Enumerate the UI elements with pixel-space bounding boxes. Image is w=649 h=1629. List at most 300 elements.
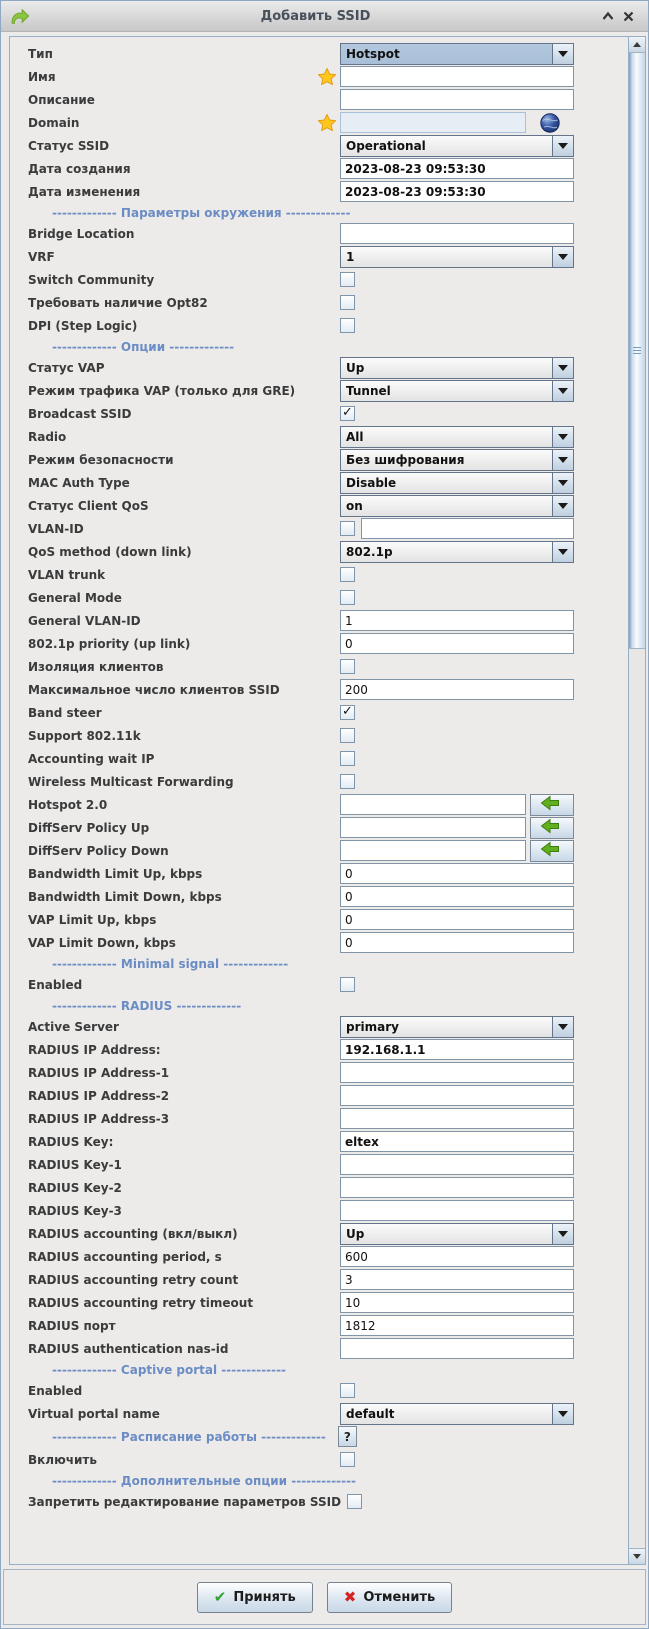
form-row xyxy=(28,1153,574,1176)
field-control xyxy=(347,1494,581,1509)
field-label: Support 802.11k xyxy=(28,728,141,743)
field-control xyxy=(340,1338,574,1359)
field-control xyxy=(340,135,574,157)
field-label: Bandwidth Limit Down, kbps xyxy=(28,889,222,904)
field-control xyxy=(340,380,574,402)
field-control xyxy=(340,1039,574,1060)
field-label: Запретить редактирование параметров SSID xyxy=(28,1494,342,1509)
triangle-down-icon xyxy=(633,1554,641,1559)
form-row xyxy=(28,222,574,245)
text-input[interactable] xyxy=(340,1062,574,1083)
section-header: ------------- Параметры окружения ------------- xyxy=(52,205,351,220)
input-value: 0 xyxy=(345,935,353,950)
text-input[interactable] xyxy=(340,1315,574,1336)
input-value: 3 xyxy=(345,1272,353,1287)
text-input[interactable] xyxy=(340,863,574,884)
form-row xyxy=(28,448,574,471)
dropdown[interactable] xyxy=(340,246,574,268)
form-row xyxy=(28,42,574,65)
field-label: QoS method (down link) xyxy=(28,544,192,559)
chevron-down-icon xyxy=(552,1224,573,1244)
checkbox[interactable] xyxy=(340,1452,355,1467)
field-control xyxy=(340,863,574,884)
field-label: RADIUS Key-2 xyxy=(28,1180,122,1195)
field-control xyxy=(340,1269,574,1290)
arrow-left-icon xyxy=(539,841,565,860)
form-row xyxy=(28,111,574,134)
text-input[interactable] xyxy=(340,932,574,953)
section-row xyxy=(28,1471,574,1490)
field-control xyxy=(340,590,574,605)
field-label: RADIUS authentication nas-id xyxy=(28,1341,229,1356)
input-value: 200 xyxy=(345,682,368,697)
form-row xyxy=(28,1245,574,1268)
text-input[interactable] xyxy=(340,1085,574,1106)
footer-panel xyxy=(3,1569,646,1625)
cross-icon: ✖ xyxy=(343,1587,357,1606)
chevron-down-icon xyxy=(552,247,573,267)
text-input[interactable] xyxy=(340,633,574,654)
field-label: Максимальное число клиентов SSID xyxy=(28,682,280,697)
section-header: ------------- RADIUS ------------- xyxy=(52,998,242,1013)
form-row xyxy=(28,1490,574,1513)
section-header: ------------- Опции ------------- xyxy=(52,339,235,354)
input-value: 600 xyxy=(345,1249,368,1264)
field-label: RADIUS IP Address-2 xyxy=(28,1088,170,1103)
field-control xyxy=(340,932,574,953)
form-row xyxy=(28,701,574,724)
checkbox[interactable] xyxy=(340,521,355,536)
field-control xyxy=(340,794,574,816)
field-control xyxy=(340,181,574,202)
field-label: Domain xyxy=(28,115,80,130)
field-control xyxy=(340,1383,574,1398)
field-control xyxy=(340,89,574,110)
field-label: RADIUS accounting (вкл/выкл) xyxy=(28,1226,238,1241)
dropdown[interactable] xyxy=(340,1223,574,1245)
required-star-icon xyxy=(318,114,338,131)
dropdown-value: primary xyxy=(346,1019,399,1034)
checkbox[interactable] xyxy=(340,705,355,720)
field-label: RADIUS Key: xyxy=(28,1134,114,1149)
form-row xyxy=(28,1222,574,1245)
form-row xyxy=(28,563,574,586)
dropdown[interactable] xyxy=(340,541,574,563)
text-input[interactable] xyxy=(340,1108,574,1129)
field-label: RADIUS accounting retry count xyxy=(28,1272,239,1287)
form-row xyxy=(28,494,574,517)
field-control xyxy=(340,426,574,448)
checkbox[interactable] xyxy=(340,1383,355,1398)
field-control xyxy=(340,1016,574,1038)
form-row xyxy=(28,157,574,180)
field-label: RADIUS Key-3 xyxy=(28,1203,122,1218)
field-label: Тип xyxy=(28,46,53,61)
field-control xyxy=(340,495,574,517)
checkbox[interactable] xyxy=(340,318,355,333)
field-label: Wireless Multicast Forwarding xyxy=(28,774,234,789)
field-label: 802.1p priority (up link) xyxy=(28,636,191,651)
help-button[interactable]: ? xyxy=(338,1426,357,1447)
form-row xyxy=(28,770,574,793)
form-row xyxy=(28,1337,574,1360)
checkbox[interactable] xyxy=(340,977,355,992)
chevron-down-icon xyxy=(552,1404,573,1424)
field-label: MAC Auth Type xyxy=(28,475,130,490)
form-row xyxy=(28,973,574,996)
text-input[interactable] xyxy=(340,66,574,87)
text-input[interactable] xyxy=(340,181,574,202)
field-label: RADIUS Key-1 xyxy=(28,1157,122,1172)
insert-button[interactable] xyxy=(530,794,574,816)
form-row xyxy=(28,1291,574,1314)
section-row xyxy=(28,203,574,222)
field-control xyxy=(340,567,574,582)
field-label: VRF xyxy=(28,249,55,264)
form-row xyxy=(28,816,574,839)
field-label: Radio xyxy=(28,429,67,444)
checkbox[interactable] xyxy=(340,567,355,582)
section-header: ------------- Расписание работы ------------- xyxy=(52,1429,326,1444)
cancel-button[interactable] xyxy=(327,1582,452,1613)
dropdown-value: Operational xyxy=(346,138,426,153)
field-control xyxy=(340,633,574,654)
dropdown[interactable] xyxy=(340,472,574,494)
field-label: Статус Client QoS xyxy=(28,498,149,513)
field-label: Дата создания xyxy=(28,161,131,176)
form-row xyxy=(28,1061,574,1084)
field-control xyxy=(340,472,574,494)
form-row xyxy=(28,291,574,314)
checkbox[interactable] xyxy=(347,1494,362,1509)
arrow-left-icon xyxy=(539,795,565,814)
checkbox[interactable] xyxy=(340,751,355,766)
field-label: Изоляция клиентов xyxy=(28,659,164,674)
text-input[interactable] xyxy=(361,518,574,539)
dropdown-value: Tunnel xyxy=(346,383,391,398)
field-label: Требовать наличие Opt82 xyxy=(28,295,208,310)
vertical-scrollbar[interactable] xyxy=(628,37,645,1564)
field-label: VLAN trunk xyxy=(28,567,106,582)
text-input[interactable] xyxy=(340,158,574,179)
field-control xyxy=(340,449,574,471)
text-input[interactable] xyxy=(340,794,526,815)
field-control xyxy=(340,541,574,563)
scrollbar-track[interactable] xyxy=(629,53,645,1548)
field-control xyxy=(340,728,574,743)
titlebar[interactable] xyxy=(1,1,648,32)
field-control xyxy=(340,774,574,789)
form-row xyxy=(28,885,574,908)
field-control xyxy=(340,272,574,287)
input-value: 0 xyxy=(345,866,353,881)
dropdown[interactable] xyxy=(340,426,574,448)
dropdown[interactable] xyxy=(340,449,574,471)
field-control xyxy=(340,1292,574,1313)
input-value: eltex xyxy=(345,1134,379,1149)
field-label: Дата изменения xyxy=(28,184,141,199)
field-label: General VLAN-ID xyxy=(28,613,141,628)
input-value: 1 xyxy=(345,613,353,628)
chevron-down-icon xyxy=(552,358,573,378)
close-button[interactable] xyxy=(618,6,638,26)
form-row xyxy=(28,1130,574,1153)
dropdown[interactable] xyxy=(340,380,574,402)
form-rows xyxy=(10,37,628,1564)
dropdown-value: Up xyxy=(346,360,365,375)
field-control xyxy=(340,1108,574,1129)
form-row xyxy=(28,1038,574,1061)
domain-input[interactable] xyxy=(340,112,526,133)
form-row xyxy=(28,65,574,88)
checkbox[interactable] xyxy=(340,406,355,421)
field-label: RADIUS IP Address-1 xyxy=(28,1065,170,1080)
field-control xyxy=(340,66,574,87)
form-row xyxy=(28,134,574,157)
form-row xyxy=(28,1448,574,1471)
chevron-down-icon xyxy=(552,381,573,401)
field-control xyxy=(340,659,574,674)
field-label: RADIUS IP Address-3 xyxy=(28,1111,170,1126)
dropdown[interactable] xyxy=(340,135,574,157)
field-label: Режим безопасности xyxy=(28,452,174,467)
section-row xyxy=(28,1360,574,1379)
text-input[interactable] xyxy=(340,679,574,700)
input-value: 2023-08-23 09:53:30 xyxy=(345,161,486,176)
insert-button[interactable] xyxy=(530,817,574,839)
field-control xyxy=(340,357,574,379)
text-input[interactable] xyxy=(340,840,526,861)
accept-label: Принять xyxy=(233,1589,296,1605)
field-control xyxy=(340,679,574,700)
form-row xyxy=(28,356,574,379)
checkbox[interactable] xyxy=(340,728,355,743)
field-label: VAP Limit Up, kbps xyxy=(28,912,157,927)
checkbox[interactable] xyxy=(340,272,355,287)
globe-button[interactable] xyxy=(540,113,560,133)
field-control xyxy=(340,886,574,907)
text-input[interactable] xyxy=(340,1177,574,1198)
input-value: 0 xyxy=(345,912,353,927)
chevron-down-icon xyxy=(552,496,573,516)
dropdown-value: All xyxy=(346,429,364,444)
form-row xyxy=(28,1107,574,1130)
dropdown[interactable] xyxy=(340,495,574,517)
field-label: Active Server xyxy=(28,1019,119,1034)
field-label: General Mode xyxy=(28,590,122,605)
field-control xyxy=(340,1131,574,1152)
field-control xyxy=(340,1085,574,1106)
field-label: Статус SSID xyxy=(28,138,110,153)
cancel-label: Отменить xyxy=(363,1589,436,1605)
field-label: Bandwidth Limit Up, kbps xyxy=(28,866,203,881)
section-row xyxy=(28,996,574,1015)
field-label: Enabled xyxy=(28,1383,83,1398)
collapse-button[interactable] xyxy=(598,6,618,26)
form-row xyxy=(28,724,574,747)
field-control xyxy=(340,406,574,421)
field-label: Имя xyxy=(28,69,56,84)
form-row xyxy=(28,632,574,655)
chevron-down-icon xyxy=(552,473,573,493)
form-row xyxy=(28,88,574,111)
checkbox[interactable] xyxy=(340,659,355,674)
field-control xyxy=(340,518,574,539)
text-input[interactable] xyxy=(340,223,574,244)
field-control xyxy=(340,977,574,992)
form-row xyxy=(28,517,574,540)
field-label: Broadcast SSID xyxy=(28,406,132,421)
section-header: ------------- Captive portal ------------- xyxy=(52,1362,287,1377)
field-label: DiffServ Policy Down xyxy=(28,843,169,858)
field-control xyxy=(340,112,574,133)
field-control xyxy=(340,1452,574,1467)
field-control xyxy=(340,1154,574,1175)
form-row xyxy=(28,402,574,425)
field-label: RADIUS IP Address: xyxy=(28,1042,161,1057)
input-value: 1812 xyxy=(345,1318,376,1333)
form-row xyxy=(28,1268,574,1291)
field-control xyxy=(340,1223,574,1245)
dropdown-value: on xyxy=(346,498,363,513)
check-icon: ✓ xyxy=(342,704,353,719)
text-input[interactable] xyxy=(340,1200,574,1221)
section-row xyxy=(28,954,574,973)
text-input[interactable] xyxy=(340,89,574,110)
field-label: Accounting wait IP xyxy=(28,751,155,766)
text-input[interactable] xyxy=(340,909,574,930)
field-control xyxy=(340,909,574,930)
form-row xyxy=(28,245,574,268)
form-row xyxy=(28,1379,574,1402)
chevron-down-icon xyxy=(552,1017,573,1037)
text-input[interactable] xyxy=(340,817,526,838)
text-input[interactable] xyxy=(340,1292,574,1313)
form-row xyxy=(28,931,574,954)
form-row xyxy=(28,1199,574,1222)
dropdown[interactable] xyxy=(340,1016,574,1038)
chevron-down-icon xyxy=(552,44,573,64)
thumb-grip-icon xyxy=(633,347,641,355)
form-row xyxy=(28,1176,574,1199)
arrow-left-icon xyxy=(539,818,565,837)
form-row xyxy=(28,180,574,203)
field-label: RADIUS accounting retry timeout xyxy=(28,1295,254,1310)
checkbox[interactable] xyxy=(340,295,355,310)
scroll-up-button[interactable] xyxy=(629,37,645,53)
field-label: Статус VAP xyxy=(28,360,105,375)
form-row xyxy=(28,540,574,563)
dropdown[interactable] xyxy=(340,357,574,379)
field-control xyxy=(340,1177,574,1198)
form-row xyxy=(28,314,574,337)
form-row xyxy=(28,862,574,885)
chevron-down-icon xyxy=(552,450,573,470)
dropdown[interactable] xyxy=(340,43,574,65)
form-row xyxy=(28,908,574,931)
field-label: Включить xyxy=(28,1452,97,1467)
field-control xyxy=(340,318,574,333)
input-value: 2023-08-23 09:53:30 xyxy=(345,184,486,199)
text-input[interactable] xyxy=(340,1039,574,1060)
dropdown-value: Disable xyxy=(346,475,397,490)
section-row xyxy=(28,1425,574,1448)
dropdown-value: 1 xyxy=(346,249,355,264)
check-icon: ✔ xyxy=(213,1587,227,1606)
field-label: Band steer xyxy=(28,705,102,720)
form-row xyxy=(28,1402,574,1425)
dialog-title: Добавить SSID xyxy=(260,8,371,24)
form-scrollpane xyxy=(9,36,646,1565)
field-control xyxy=(340,1315,574,1336)
text-input[interactable] xyxy=(340,1338,574,1359)
input-value: 192.168.1.1 xyxy=(345,1042,426,1057)
field-label: VAP Limit Down, kbps xyxy=(28,935,176,950)
field-label: Hotspot 2.0 xyxy=(28,797,108,812)
input-value: 0 xyxy=(345,889,353,904)
dropdown-value: 802.1p xyxy=(346,544,393,559)
field-control xyxy=(340,751,574,766)
section-row xyxy=(28,337,574,356)
chevron-down-icon xyxy=(552,427,573,447)
text-input[interactable] xyxy=(340,1269,574,1290)
form-row xyxy=(28,747,574,770)
text-input[interactable] xyxy=(340,1131,574,1152)
field-label: Switch Community xyxy=(28,272,155,287)
form-row xyxy=(28,609,574,632)
form-row xyxy=(28,1084,574,1107)
form-row xyxy=(28,678,574,701)
checkbox[interactable] xyxy=(340,774,355,789)
field-control xyxy=(340,1062,574,1083)
field-control xyxy=(340,1403,574,1425)
insert-button[interactable] xyxy=(530,840,574,862)
form-row xyxy=(28,471,574,494)
dialog-green-arrow-icon xyxy=(7,4,33,28)
text-input[interactable] xyxy=(340,1154,574,1175)
field-control xyxy=(340,158,574,179)
form-row xyxy=(28,379,574,402)
field-control xyxy=(340,43,574,65)
checkbox[interactable] xyxy=(340,590,355,605)
text-input[interactable] xyxy=(340,1246,574,1267)
scrollbar-thumb[interactable] xyxy=(629,53,645,649)
chevron-down-icon xyxy=(552,542,573,562)
field-control xyxy=(340,295,574,310)
field-control xyxy=(340,840,574,862)
input-value: 10 xyxy=(345,1295,361,1310)
field-control xyxy=(340,1200,574,1221)
form-row xyxy=(28,839,574,862)
required-star-icon xyxy=(318,68,338,85)
field-control xyxy=(340,705,574,720)
scroll-down-button[interactable] xyxy=(629,1548,645,1564)
field-label: Virtual portal name xyxy=(28,1406,160,1421)
field-label: Режим трафика VAP (только для GRE) xyxy=(28,383,296,398)
text-input[interactable] xyxy=(340,886,574,907)
check-icon: ✓ xyxy=(342,405,353,420)
dropdown[interactable] xyxy=(340,1403,574,1425)
field-control xyxy=(340,610,574,631)
input-value: 0 xyxy=(345,636,353,651)
accept-button[interactable] xyxy=(197,1582,313,1613)
dropdown-value: Без шифрования xyxy=(346,452,465,467)
text-input[interactable] xyxy=(340,610,574,631)
form-row xyxy=(28,268,574,291)
field-label: RADIUS порт xyxy=(28,1318,116,1333)
field-control xyxy=(340,1246,574,1267)
chevron-down-icon xyxy=(552,136,573,156)
